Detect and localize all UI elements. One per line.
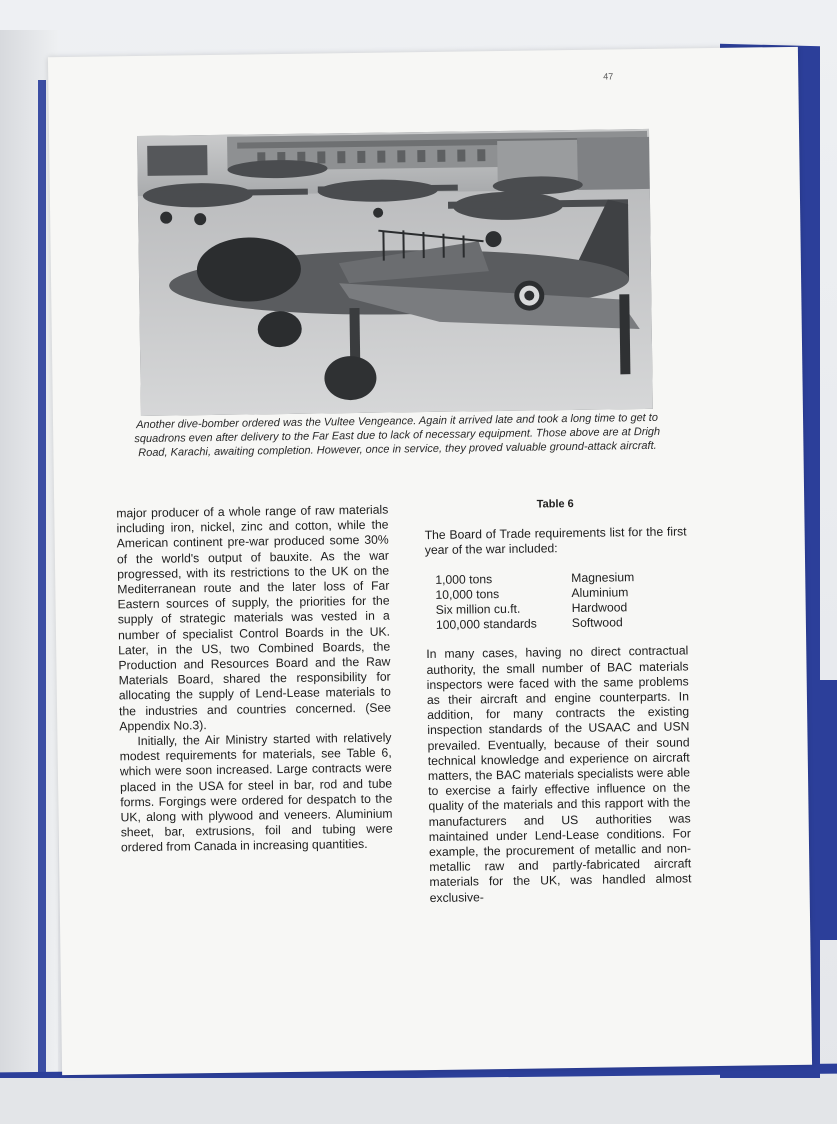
table-surface — [0, 1078, 837, 1124]
photo-caption: Another dive-bomber ordered was the Vultee Vengeance. Again it arrived late and took a long time to get to squadrons even after delivery to the Far East due to lack of necessary equipment. Those above are at Drigh Road, Karachi, awaiting completion. However, once in service, they proved valuable ground-attack aircraft. — [134, 411, 661, 460]
book-page — [48, 47, 812, 1075]
left-cover-edge — [38, 80, 46, 1080]
table-material: Softwood — [571, 615, 623, 631]
table-title: Table 6 — [536, 497, 574, 511]
table-quantity: 10,000 tons — [435, 586, 500, 602]
materials-table — [435, 569, 688, 633]
left-paragraph-2: Initially, the Air Ministry started with relatively modest requirements for materials, see Table 6, which were soon increased. Large contracts were placed in the USA for steel in bar, rod and tube forms. Forgings were ordered for despatch to the UK, along with plywood and veneers. Aluminium sheet, bar, extrusions, foil and tubing were ordered from Canada in increasing quantities. — [119, 730, 393, 855]
table-quantity: 1,000 tons — [435, 571, 493, 587]
table-material: Magnesium — [571, 569, 635, 585]
table-quantity: 100,000 standards — [435, 616, 537, 633]
right-column — [424, 495, 692, 905]
table-row — [436, 615, 688, 634]
aircraft-photo-icon — [137, 129, 653, 416]
right-paragraph: In many cases, having no direct contractual authority, the small number of BAC materials inspectors were faced with the same problems as their aircraft and engine counterparts. In addition, for many contracts the existing inspection standards of the USAAC and USN prevailed. Eventually, because of their sound technical knowledge and experience on aircraft matters, the BAC materials specialists were able to exercise a fairly effective influence on the quality of the materials and this rapport with the manufacturers and US authorities was maintained under Lend-Lease conditions. For example, the procurement of metallic and non-metallic raw and partly-fabricated aircraft materials for the UK, was handled almost exclusive- — [426, 643, 692, 905]
table-intro: The Board of Trade requirements list for the first year of the war included: — [424, 524, 687, 558]
aircraft-photo — [137, 129, 653, 416]
table-quantity: Six million cu.ft. — [435, 601, 521, 617]
table-material: Hardwood — [571, 600, 628, 616]
table-material: Aluminium — [571, 585, 629, 600]
page-number: 47 — [603, 71, 614, 82]
left-column — [116, 503, 393, 856]
left-paragraph-1: major producer of a whole range of raw materials including iron, nickel, zinc and cotton, while the American continent pre-war produced some 30% of the world's output of bauxite. As the war progressed, with its restrictions to the UK on the Mediterranean route and the later loss of Far Eastern sources of supply, the priorities for the supply of strategic materials was vested in a number of specialist Control Boards in the UK. Later, in the US, two Combined Boards, the Production and Resources Board and the Raw Materials Board, shared the responsibility for allocating the supply of Lend-Lease materials to the industries and countries concerned. (See Appendix No.3). — [116, 502, 392, 734]
